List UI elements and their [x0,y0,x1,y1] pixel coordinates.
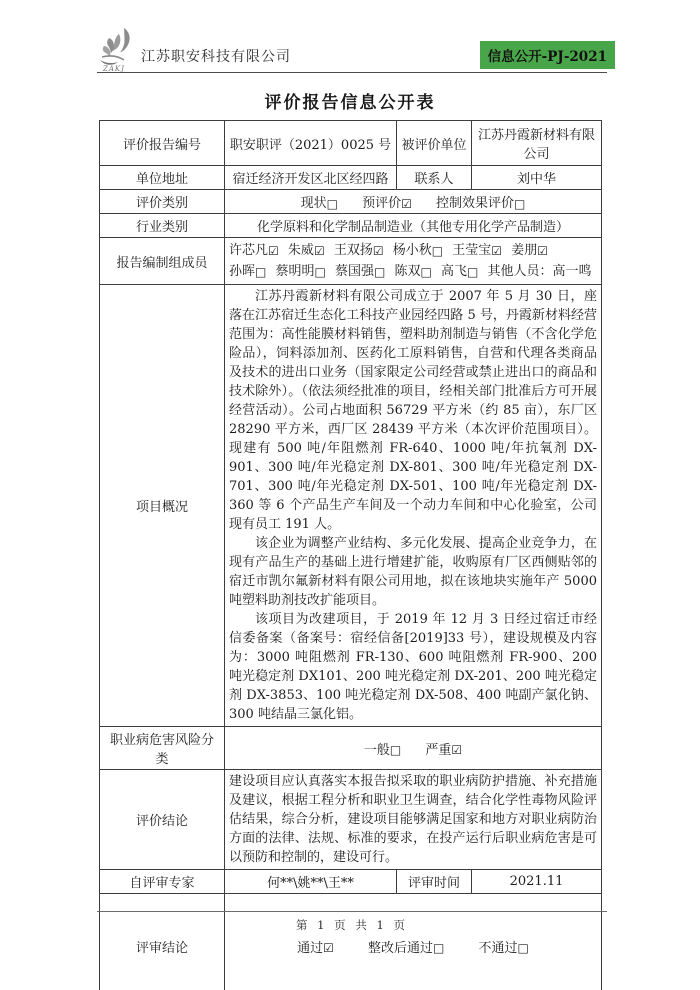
row-review-result [100,894,602,990]
page-header [97,28,607,73]
checkbox-checked-icon: ☑ [451,743,463,757]
checkbox-icon: □ [420,264,432,279]
self-review-experts: 何**\姚**\王** [225,870,397,894]
category-option-control-effect: 控制效果评价□ [436,196,526,211]
overview-paragraph: 该项目为改建项目，于 2019 年 12 月 3 日经过宿迁市经信委备案（备案号：宿经信备[2019]33 号），建设规模及内容为：3000 吨阻燃剂 FR-130、600 吨阻燃剂 FR-900、200 吨光稳定剂 DX101、200 吨光稳定剂 DX-201、200 吨光稳定剂 DX-3853、100 吨光稳定剂 DX-508、400 吨副产氯化钠、300 吨结晶三氯化铝。 [229,612,597,722]
member-item: 高飞□ [441,264,479,279]
report-number-label: 评价报告编号 [100,121,225,166]
review-result-label: 评审结论 [100,894,225,990]
industry-value: 化学原料和化学制品制造业（其他专用化学产品制造） [225,214,602,238]
risk-option-general: 一般□ [363,742,402,758]
page-footer [97,911,607,933]
page-number-text: 第 1 页 共 1 页 [296,918,408,932]
review-result-options [225,894,602,990]
company-name: 江苏职安科技有限公司 [141,49,291,65]
members-list [225,238,602,285]
industry-label: 行业类别 [100,214,225,238]
checkbox-checked-icon: ☑ [268,243,279,258]
member-item: 杨小秋□ [392,243,444,258]
member-item: 蔡明明□ [275,264,326,279]
checkbox-icon: □ [517,941,529,955]
row-category [100,190,602,214]
conclusion-label: 评价结论 [100,770,225,870]
address-label: 单位地址 [100,166,225,190]
conclusion-text: 建设项目应认真落实本报告拟采取的职业病防护措施、补充措施及建议，根据工程分析和职业卫生调查，结合化学性毒物风险评估结果，综合分析，建设项目能够满足国家和地方对职业病防治方面的法律、法规、标准的要求，在投产运行后职业病危害是可以预防和控制的，建设可行。 [225,770,602,870]
overview-paragraph: 该企业为调整产业结构、多元化发展、提高企业竞争力，在现有产品生产的基础上进行增建扩能，收购原有厂区西侧贴邻的宿迁市凯尔氟新材料有限公司用地，拟在该地块实施年产 5000 吨塑料助剂技改扩能项目。 [229,536,597,608]
review-option-pass: 通过☑ [297,940,334,956]
contact-value: 刘中华 [472,166,602,190]
category-label: 评价类别 [100,190,225,214]
report-number-value: 职安职评（2021）0025 号 [225,121,397,166]
svg-text:ZAKJ: ZAKJ [103,65,125,72]
company-logo-icon [97,26,139,72]
checkbox-checked-icon: ☑ [313,243,325,258]
contact-label: 联系人 [397,166,472,190]
checkbox-icon: □ [314,264,326,279]
project-overview-label: 项目概况 [100,285,225,727]
category-options [225,190,602,214]
project-overview-text [225,285,602,727]
evaluated-unit-value: 江苏丹霞新材料有限公司 [472,121,602,166]
row-members [100,238,602,285]
checkbox-icon: □ [389,743,402,757]
review-option-fail: 不通过□ [478,940,529,956]
address-value: 宿迁经济开发区北区经四路 [225,166,397,190]
member-item: 姜朋☑ [511,243,548,258]
risk-label: 职业病危害风险分类 [100,727,225,770]
category-option-pre-evaluation: 预评价☑ [362,196,412,211]
checkbox-checked-icon: ☑ [401,196,412,211]
page-title: 评价报告信息公开表 [264,93,436,113]
member-item: 王莹宝☑ [452,243,503,258]
risk-options [225,727,602,770]
checkbox-icon: □ [433,941,445,955]
checkbox-checked-icon: ☑ [323,941,334,955]
overview-paragraph: 江苏丹霞新材料有限公司成立于 2007 年 5 月 30 日，座落在江苏宿迁生态化工科技产业园经四路 5 号，丹霞新材料经营范围为：高性能膜材料销售，塑料助剂制造与销售（不含化学危险品），饲料添加剂、医药化工原料销售，自营和代理各类商品及技术的进出口业务（国家限定公司经营或禁止进出口的商品和技术除外）。（依法须经批准的项目，经相关部门批准后方可开展经营活动）。公司占地面积 56729 平方米（约 85 亩），东厂区 28290 平方米，西厂区 28439 平方米（本次评价范围项目）。现建有 500 吨/年阻燃剂 FR-640、1000 吨/年抗氧剂 DX-901、300 吨/年光稳定剂 DX-801、300 吨/年光稳定剂 DX-701、300 吨/年光稳定剂 DX-501、100 吨/年光稳定剂 DX-360 等 6 个产品生产车间及一个动力车间和中心化验室，公司现有员工 191 人。 [229,289,597,532]
members-other: 其他人员：高一鸣 [487,264,592,279]
category-option-current: 现状□ [300,196,338,211]
row-conclusion [100,770,602,870]
review-time-value: 2021.11 [472,870,602,894]
member-item: 蔡国强□ [335,264,386,279]
member-item: 朱威☑ [287,243,325,258]
member-item: 陈双□ [394,264,432,279]
checkbox-checked-icon: ☑ [491,243,503,258]
checkbox-checked-icon: ☑ [372,243,384,258]
checkbox-icon: □ [467,264,479,279]
evaluated-unit-label: 被评价单位 [397,121,472,166]
member-item: 孙晖□ [229,264,267,279]
row-risk-classification [100,727,602,770]
checkbox-icon: □ [255,264,267,279]
row-report-number [100,121,602,166]
info-table [99,120,602,990]
members-label: 报告编制组成员 [100,238,225,285]
review-time-label: 评审时间 [397,870,472,894]
doc-number-badge: 信息公开-PJ-2021 [480,41,615,69]
risk-option-severe: 严重☑ [425,742,463,758]
row-project-overview [100,285,602,727]
row-self-review [100,870,602,894]
self-review-label: 自评审专家 [100,870,225,894]
review-option-pass-after-rectification: 整改后通过□ [368,940,445,956]
checkbox-checked-icon: ☑ [537,243,548,258]
member-item: 王双扬☑ [333,243,384,258]
checkbox-icon: □ [374,264,386,279]
checkbox-icon: □ [431,243,444,258]
checkbox-icon: □ [326,196,338,211]
row-industry [100,214,602,238]
row-address [100,166,602,190]
member-item: 许芯凡☑ [229,243,279,258]
checkbox-icon: □ [514,196,526,211]
